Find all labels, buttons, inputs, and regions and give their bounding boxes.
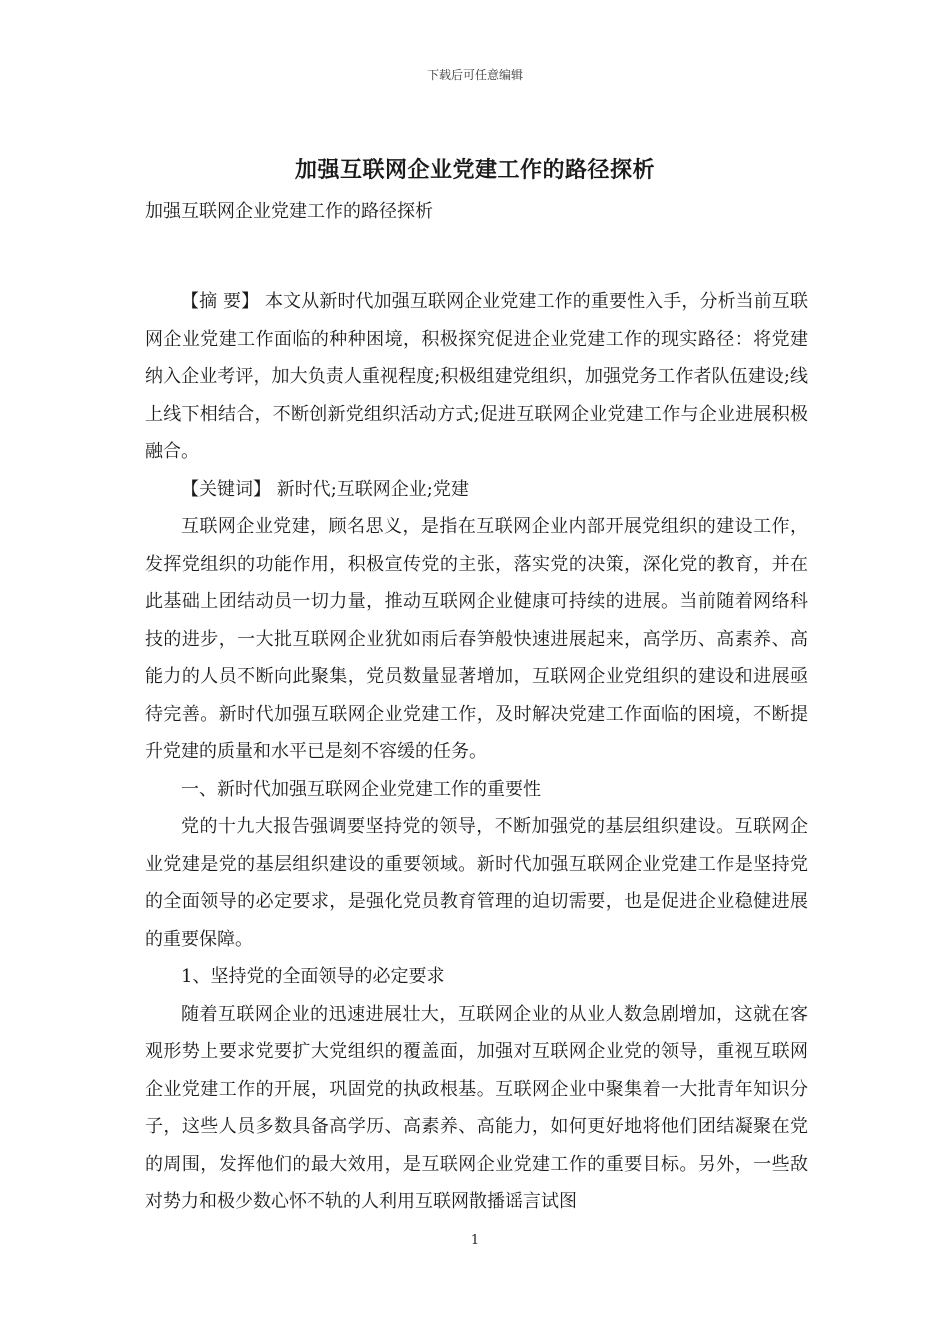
section-1-paragraph: 党的十九大报告强调要坚持党的领导，不断加强党的基层组织建设。互联网企业党建是党的基层组织建设的重要领域。新时代加强互联网企业党建工作是坚持党的全面领导的必定要求，是强化党员教育管理的迫切需要，也是促进企业稳健进展的重要保障。: [145, 816, 808, 950]
keywords-paragraph: 【关键词】 新时代;互联网企业;党建: [181, 478, 469, 500]
page-header-note: 下载后可任意编辑: [426, 68, 523, 82]
document-body: [145, 197, 808, 1221]
page-number: 1: [470, 1233, 480, 1248]
intro-paragraph: 互联网企业党建，顾名思义，是指在互联网企业内部开展党组织的建设工作，发挥党组织的功能作用，积极宣传党的主张，落实党的决策，深化党的教育，并在此基础上团结动员一切力量，推动互联网企业健康可持续的进展。当前随着网络科技的进步，一大批互联网企业犹如雨后春笋般快速进展起来，高学历、高素养、高能力的人员不断向此聚集，党员数量显著增加，互联网企业党组织的建设和进展亟待完善。新时代加强互联网企业党建工作，及时解决党建工作面临的困境，不断提升党建的质量和水平已是刻不容缓的任务。: [145, 516, 808, 762]
abstract-paragraph: 【摘 要】 本文从新时代加强互联网企业党建工作的重要性入手，分析当前互联网企业党建工作面临的种种困境，积极探究促进企业党建工作的现实路径：将党建纳入企业考评，加大负责人重视程度;积极组建党组织，加强党务工作者队伍建设;线上线下相结合，不断创新党组织活动方式;促进互联网企业党建工作与企业进展积极融合。: [145, 291, 808, 462]
section-heading-1: 一、新时代加强互联网企业党建工作的重要性: [181, 778, 541, 800]
subsection-heading-1: 1、坚持党的全面领导的必定要求: [181, 966, 445, 987]
document-subtitle: 加强互联网企业党建工作的路径探析: [145, 201, 433, 222]
subsection-1-paragraph: 随着互联网企业的迅速进展壮大，互联网企业的从业人数急剧增加，这就在客观形势上要求党要扩大党组织的覆盖面，加强对互联网企业党的领导，重视互联网企业党建工作的开展，巩固党的执政根基。互联网企业中聚集着一大批青年知识分子，这些人员多数具备高学历、高素养、高能力，如何更好地将他们团结凝聚在党的周围，发挥他们的最大效用，是互联网企业党建工作的重要目标。另外，一些敌对势力和极少数心怀不轨的人利用互联网散播谣言试图: [145, 1003, 808, 1212]
document-title: 加强互联网企业党建工作的路径探析: [294, 157, 655, 183]
